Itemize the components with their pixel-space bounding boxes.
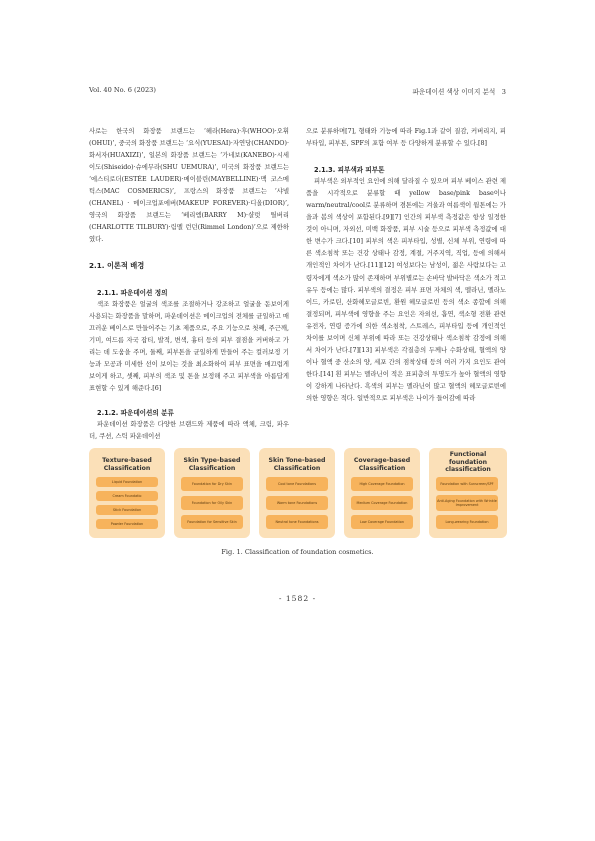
body-paragraph: 색조 화장품은 얼굴의 색조를 조절하거나 강조하고 얼굴을 돋보이게 사용되는 화장품을 말하며, 파운데이션은 메이크업의 전체를 균일하고 매끄러운 베이스로 만들어주는 기초 제품으로, 주요 기능으로 첫째, 주근깨, 기미, 여드름 자국 잡티, 발적, 변색, 흉터 등의 피부 결점을 커버하고 가리는 데 도움을 주며, 둘째, 피부톤을 균일하게 만들어 주는 컬러보정 기능과 모공과 미세한 선이 보이는 것을 최소화하여 피부 표면을 매끄럽게 보이게 하고, 셋째, 피부의 색조 및 톤을 보정해 주고 피부색을 아름답게 표현할 수 있게 해준다.[6] xyxy=(89,300,289,392)
page-number: - 1582 - xyxy=(278,594,317,603)
figure-column xyxy=(344,448,420,538)
intro-paragraph: 사로는 한국의 화장품 브랜드는 ‘헤라(Hera)·후(WHOO)·오휘(OHUI)’, 중국의 화장품 브랜드는 ‘요식(YUESAI)·자연당(CHANDO)·화서자(HUAXIZI)’, 일본의 화장품 브랜드는 ‘가네보(KANEBO)·시세이도(Shiseido)·슈에무라(SHU UEMURA)’, 미국의 화장품 브랜드는 ‘에스티로더(ESTÉE LAUDER)·메이블린(MAYBELLINE)·맥 코스메틱스(MAC COSMERICS)’, 프랑스의 화장품 브랜드는 ‘샤넬(CHANEL) · 메이크업포에버(MAKEUP FOREVER)·디올(DIOR)’, 영국의 화장품 브랜드는 ‘베리엠(BARRY M)·샬럿 틸버리(CHARLOTTE TILBURY)·림멜 런던(Rimmel London)’으로 제한하였다. xyxy=(89,128,289,244)
figure-item: Foundation for Sensitive Skin xyxy=(181,515,243,529)
figure-item: Foundation for Dry Skin xyxy=(181,477,243,491)
figure-column-title: Functional foundation classification xyxy=(445,451,491,474)
figure-item: Medium Coverage Foundation xyxy=(351,496,413,510)
figure-item: Low Coverage Foundation xyxy=(351,515,413,529)
figure-column xyxy=(259,448,335,538)
figure-column-title: Coverage-based Classification xyxy=(353,457,411,472)
journal-volume: Vol. 40 No. 6 (2023) xyxy=(89,86,156,94)
figure-item: Liquid Foundation xyxy=(96,477,158,487)
figure-column xyxy=(429,448,507,538)
section-title: 2.1. 이론적 배경 xyxy=(89,261,145,271)
figure-item: Cream Foundatio xyxy=(96,491,158,501)
figure-item: Cool tone Foundations xyxy=(266,477,328,491)
subsection-title: 2.1.3. 피부색과 피부톤 xyxy=(314,166,385,175)
subsection-title: 2.1.1. 파운데이션 정의 xyxy=(97,288,168,297)
figure-item: Powder Foundation xyxy=(96,519,158,529)
figure-item: Neutral tone Foundations xyxy=(266,515,328,529)
figure-item: Warm tone Foundations xyxy=(266,496,328,510)
figure-column xyxy=(89,448,165,538)
subsection-title: 2.1.2. 파운데이션의 분류 xyxy=(97,408,174,417)
figure-item: Long-wearing Foundation xyxy=(436,515,498,529)
figure-item: Anti-Aging Foundation with Wrinkle Improvement xyxy=(436,495,498,511)
figure-item: Foundation with Sunscreen/SPF xyxy=(436,477,498,491)
body-paragraph: 피부색은 외부적인 요인에 의해 달라질 수 있으며 피부 베이스 관련 제품을 시각적으로 분류할 때 yellow base/pink base이나 warm/neutral/cool로 분류하며 겸톤에는 겨울과 여름색이 웜톤에는 가을과 봄의 색상이 포함된다.[9][7] 인간의 피부색 측정값은 항상 일정한 것이 아니며, 자외선, 미백 화장품, 피부 시술 등으로 피부색 측정값에 대한 변수가 크다.[10] 피부의 색은 피부타입, 성별, 신체 부위, 연령에 따른 색소침착 또는 건강 상태나 감정, 계절, 거주지역, 직업, 등에 의해서 개인적인 차이가 난다.[11][12] 여성보다는 남성이, 젊은 사람보다는 고령자에게 색소가 많이 존재하며 부위별로는 손바닥 발바닥은 색소가 적고 유두 등에는 많다. 피부색의 결정은 피부 표면 자체의 색, 멜라닌, 멜라노이드, 카로틴, 산화헤모글로빈, 환원 헤모글로빈 등의 색소 종합에 의해 결정되며, 피부색에 영향을 주는 요인은 자외선, 흡연, 색소형 전환 관련 유전자, 연령 증가에 의한 색소침착, 스트레스, 피부타입 등에 개인적인 차이를 보이며 신체 부위에 따라 또는 건강상태나 색소침착 감정에 의해서 차이가 난다.[7][13] 피부색은 각질층의 두께나 수화상태, 혈액의 양이나 혈액 중 산소의 양, 세포 간의 점착상태 등의 여러 가지 요인도 관여한다.[14] 흰 피부는 멜라닌이 적은 표피층의 투명도가 높아 혈액의 영향이 강하게 나타난다. 흑색의 피부는 멜라닌이 많고 혈액의 헤모글로빈에 의한 영향은 적다. 일반적으로 피부색은 나이가 들어감에 따라 xyxy=(306,178,506,402)
figure-caption: Fig. 1. Classification of foundation cosmetics. xyxy=(221,548,374,556)
figure-item: Foundation for Oily Skin xyxy=(181,496,243,510)
classification-figure xyxy=(89,448,507,538)
figure-column xyxy=(174,448,250,538)
running-title: 파운데이션 색상 이미지 분석 3 xyxy=(412,88,506,96)
figure-item: High Coverage Foundation xyxy=(351,477,413,491)
right-column xyxy=(306,126,506,405)
figure-column-title: Skin Tone-based Classification xyxy=(268,457,326,472)
figure-item: Stick Foundation xyxy=(96,505,158,515)
figure-column-title: Texture-based Classification xyxy=(102,457,152,472)
body-paragraph: 으로 분류하며[7], 형태와 기능에 따라 Fig.1과 같이 질감, 커버리지, 피부타입, 피부톤, SPF의 포함 여부 등 다양하게 분류할 수 있다.[8] xyxy=(306,128,506,148)
figure-column-title: Skin Type-based Classification xyxy=(183,457,241,472)
body-paragraph: 파운데이션 화장품은 다양한 브랜드와 제품에 따라 액체, 크림, 파우더, 쿠션, 스틱 파운데이션 xyxy=(89,420,289,441)
left-column xyxy=(89,126,289,443)
